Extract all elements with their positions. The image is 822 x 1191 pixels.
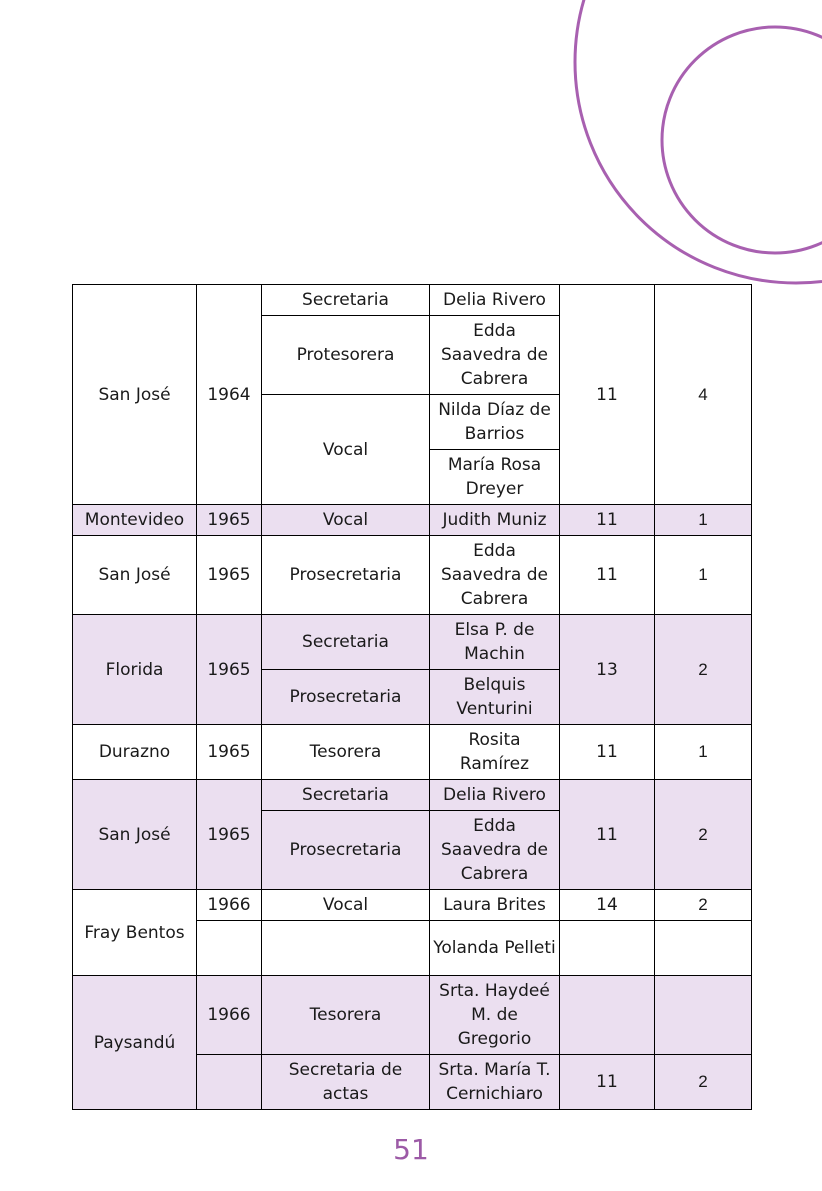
page-number: 51 [393, 1133, 429, 1166]
table-row [73, 285, 752, 316]
total-cell: 1 [655, 536, 752, 615]
department-cell: Paysandú [73, 976, 197, 1110]
name-cell: Rosita Ramírez [430, 725, 560, 780]
department-cell: Montevideo [73, 505, 197, 536]
count-cell: 14 [560, 890, 655, 921]
role-cell: Prosecretaria [262, 670, 430, 725]
total-cell: 4 [655, 285, 752, 505]
records-table [72, 284, 752, 1110]
name-cell: Delia Rivero [430, 285, 560, 316]
count-cell [560, 921, 655, 976]
role-cell: Protesorera [262, 316, 430, 395]
name-cell: Srta. María T. Cernichiaro [430, 1055, 560, 1110]
count-cell: 13 [560, 615, 655, 725]
total-cell: 2 [655, 780, 752, 890]
total-cell [655, 976, 752, 1055]
role-cell: Tesorera [262, 976, 430, 1055]
year-cell [197, 1055, 262, 1110]
count-cell: 11 [560, 285, 655, 505]
name-cell: Nilda Díaz de Barrios [430, 395, 560, 450]
table-row [73, 725, 752, 780]
year-cell: 1964 [197, 285, 262, 505]
role-cell: Vocal [262, 890, 430, 921]
name-cell: Delia Rivero [430, 780, 560, 811]
table-row [73, 505, 752, 536]
count-cell: 11 [560, 505, 655, 536]
role-cell: Secretaria de actas [262, 1055, 430, 1110]
total-cell: 1 [655, 725, 752, 780]
name-cell: Elsa P. de Machin [430, 615, 560, 670]
small-circle-outline [662, 27, 822, 253]
role-cell: Vocal [262, 395, 430, 505]
department-cell: San José [73, 780, 197, 890]
table-row [73, 780, 752, 811]
role-cell: Secretaria [262, 780, 430, 811]
year-cell: 1966 [197, 890, 262, 921]
department-cell: Durazno [73, 725, 197, 780]
name-cell: Yolanda Pelleti [430, 921, 560, 976]
large-circle-outline [575, 0, 822, 283]
department-cell: Fray Bentos [73, 890, 197, 976]
count-cell: 11 [560, 536, 655, 615]
year-cell: 1966 [197, 976, 262, 1055]
count-cell [560, 976, 655, 1055]
name-cell: Edda Saavedra de Cabrera [430, 811, 560, 890]
total-cell [655, 921, 752, 976]
count-cell: 11 [560, 1055, 655, 1110]
table-row [73, 890, 752, 921]
role-cell: Prosecretaria [262, 536, 430, 615]
table-row [73, 615, 752, 670]
year-cell: 1965 [197, 505, 262, 536]
total-cell: 2 [655, 890, 752, 921]
role-cell: Tesorera [262, 725, 430, 780]
department-cell: San José [73, 285, 197, 505]
name-cell: Laura Brites [430, 890, 560, 921]
name-cell: Srta. Haydeé M. de Gregorio [430, 976, 560, 1055]
year-cell: 1965 [197, 536, 262, 615]
role-cell: Secretaria [262, 285, 430, 316]
name-cell: Edda Saavedra de Cabrera [430, 316, 560, 395]
name-cell: Edda Saavedra de Cabrera [430, 536, 560, 615]
year-cell: 1965 [197, 615, 262, 725]
role-cell: Vocal [262, 505, 430, 536]
total-cell: 2 [655, 1055, 752, 1110]
role-cell [262, 921, 430, 976]
table-row [73, 976, 752, 1055]
total-cell: 1 [655, 505, 752, 536]
count-cell: 11 [560, 780, 655, 890]
name-cell: Belquis Venturini [430, 670, 560, 725]
name-cell: Judith Muniz [430, 505, 560, 536]
total-cell: 2 [655, 615, 752, 725]
role-cell: Prosecretaria [262, 811, 430, 890]
table-row [73, 536, 752, 615]
count-cell: 11 [560, 725, 655, 780]
name-cell: María Rosa Dreyer [430, 450, 560, 505]
year-cell [197, 921, 262, 976]
role-cell: Secretaria [262, 615, 430, 670]
year-cell: 1965 [197, 780, 262, 890]
department-cell: San José [73, 536, 197, 615]
year-cell: 1965 [197, 725, 262, 780]
department-cell: Florida [73, 615, 197, 725]
